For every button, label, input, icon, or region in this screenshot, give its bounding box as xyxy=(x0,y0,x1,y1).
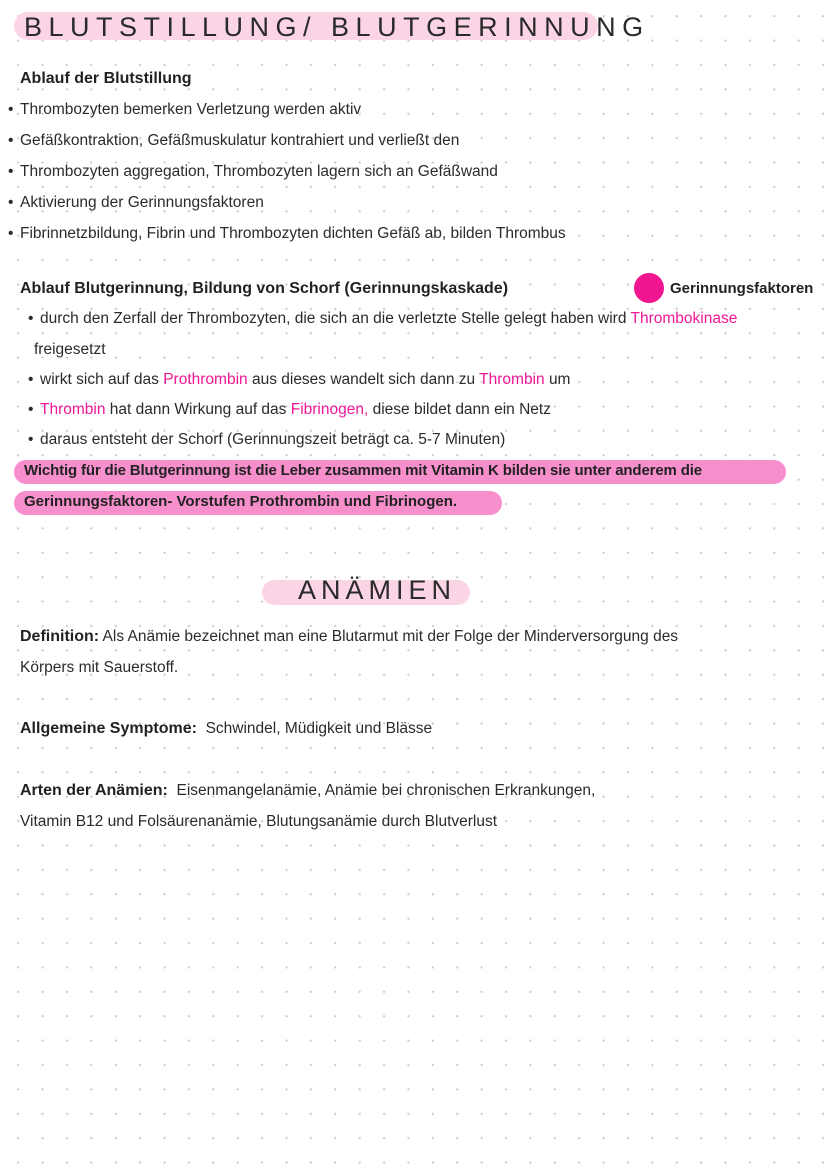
list-item: • Aktivierung der Gerinnungsfaktoren xyxy=(8,194,264,211)
bullet-icon: • xyxy=(8,132,14,149)
symptoms-line: Allgemeine Symptome: Schwindel, Müdigkeit und Blässe xyxy=(20,720,433,737)
term-fibrinogen: Fibrinogen, xyxy=(290,401,369,418)
types-line1: Arten der Anämien: Eisenmangelanämie, Anämie bei chronischen Erkrankungen, xyxy=(20,782,596,799)
definition-line1: Definition: Als Anämie bezeichnet man eine Blutarmut mit der Folge der Minderversorgung des xyxy=(20,628,679,645)
definition-label: Definition: xyxy=(20,628,100,645)
important-note-line1: Wichtig für die Blutgerinnung ist die Leber zusammen mit Vitamin K bilden sie unter anderem die xyxy=(24,462,702,479)
bullet-icon: • xyxy=(8,194,14,211)
list-item: • Fibrinnetzbildung, Fibrin und Thrombozyten dichten Gefäß ab, bilden Thrombus xyxy=(8,225,566,242)
legend-dot-icon xyxy=(634,273,664,303)
term-thrombin: Thrombin xyxy=(40,401,106,418)
list-item-continuation: freigesetzt xyxy=(34,341,106,358)
definition-line2: Körpers mit Sauerstoff. xyxy=(20,659,179,676)
list-item: • Gefäßkontraktion, Gefäßmuskulatur kontrahiert und verließt den xyxy=(8,132,460,149)
symptoms-label: Allgemeine Symptome: xyxy=(20,720,197,737)
list-item: • durch den Zerfall der Thrombozyten, die sich an die verletzte Stelle gelegt haben wird Thrombokinase xyxy=(28,310,738,327)
term-thrombokinase: Thrombokinase xyxy=(630,310,738,327)
term-prothrombin: Prothrombin xyxy=(163,371,248,388)
list-item: • Thrombozyten bemerken Verletzung werden aktiv xyxy=(8,101,362,118)
bullet-icon: • xyxy=(8,163,14,180)
legend-label: Gerinnungsfaktoren xyxy=(670,280,814,297)
types-line2: Vitamin B12 und Folsäurenanämie, Blutungsanämie durch Blutverlust xyxy=(20,813,498,830)
types-label: Arten der Anämien: xyxy=(20,782,168,799)
term-thrombin: Thrombin xyxy=(479,371,545,388)
bullet-icon: • xyxy=(28,431,34,448)
list-item: • Thrombin hat dann Wirkung auf das Fibrinogen, diese bildet dann ein Netz xyxy=(28,401,551,418)
list-item: • wirkt sich auf das Prothrombin aus dieses wandelt sich dann zu Thrombin um xyxy=(28,371,571,388)
section-heading-blutstillung: Ablauf der Blutstillung xyxy=(20,70,192,87)
bullet-icon: • xyxy=(8,101,14,118)
important-note-line2: Gerinnungsfaktoren- Vorstufen Prothrombin und Fibrinogen. xyxy=(24,493,458,510)
list-item: • Thrombozyten aggregation, Thrombozyten lagern sich an Gefäßwand xyxy=(8,163,498,180)
bullet-icon: • xyxy=(28,371,34,388)
bullet-icon: • xyxy=(28,310,34,327)
list-item: • daraus entsteht der Schorf (Gerinnungszeit beträgt ca. 5-7 Minuten) xyxy=(28,431,506,448)
section-heading-blutgerinnung: Ablauf Blutgerinnung, Bildung von Schorf (Gerinnungskaskade) xyxy=(20,280,509,297)
bullet-icon: • xyxy=(8,225,14,242)
bullet-icon: • xyxy=(28,401,34,418)
page-title: BLUTSTILLUNG/ BLUTGERINNUNG xyxy=(24,12,650,42)
section-title-anaemien: ANÄMIEN xyxy=(298,575,457,605)
